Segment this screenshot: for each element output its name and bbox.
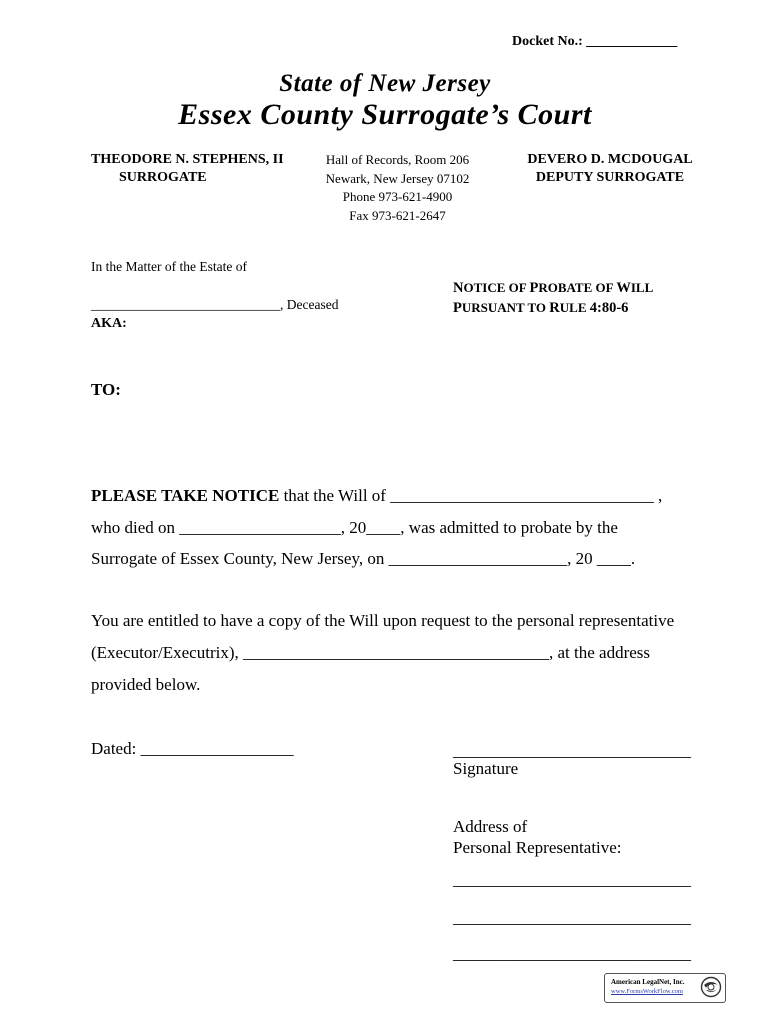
provided-below-text: provided below. xyxy=(91,675,201,694)
notice-title-line-1: NOTICE OF PROBATE OF WILL xyxy=(453,280,654,296)
surrogate-title: SURROGATE xyxy=(119,170,207,185)
phone-line: Phone 973-621-4900 xyxy=(342,189,453,204)
deputy-title: DEPUTY SURROGATE xyxy=(535,170,685,185)
court-title: Essex County Surrogate’s Court xyxy=(178,98,592,131)
address-of-rep-label xyxy=(453,816,622,858)
rep-address-line-3[interactable]: ____________________________ xyxy=(453,944,691,963)
deputy-block xyxy=(505,151,715,187)
deceased-line[interactable]: ____________________________, Deceased xyxy=(91,297,339,312)
rep-address-line-1[interactable]: ____________________________ xyxy=(453,870,691,889)
surrogate-name: THEODORE N. STEPHENS, II xyxy=(91,152,284,167)
notice-line-died-on[interactable]: who died on ___________________, 20____, was admitted to probate by the xyxy=(91,518,618,537)
court-address-block xyxy=(300,151,495,225)
globe-logo-icon xyxy=(700,976,722,998)
estate-label: In the Matter of the Estate of xyxy=(91,259,247,274)
address-label-line-2: Personal Representative: xyxy=(453,838,622,857)
rep-address-line-2[interactable]: ____________________________ xyxy=(453,908,691,927)
to-label: TO: xyxy=(91,380,121,399)
notice-line-will-of[interactable]: PLEASE TAKE NOTICE that the Will of _______________________________ , xyxy=(91,486,663,505)
copy-entitlement-text: You are entitled to have a copy of the Will upon request to the personal representative xyxy=(91,611,675,630)
state-title: State of New Jersey xyxy=(279,70,491,97)
notice-title-line-2: PURSUANT TO RULE 4:80-6 xyxy=(453,300,629,316)
fax-line: Fax 973-621-2647 xyxy=(349,207,446,223)
signature-label: Signature xyxy=(453,759,519,778)
notice-line-probate-date[interactable]: Surrogate of Essex County, New Jersey, on _____________________, 20 ____. xyxy=(91,549,636,568)
please-take-notice: PLEASE TAKE NOTICE xyxy=(91,486,280,505)
badge-url-link[interactable]: www.FormsWorkFlow.com xyxy=(611,988,683,995)
address-line: Hall of Records, Room 206 xyxy=(325,152,470,167)
address-line: Newark, New Jersey 07102 xyxy=(325,170,470,186)
notice-title xyxy=(453,278,653,318)
address-label-line-1: Address of xyxy=(453,817,528,836)
dated-field[interactable]: Dated: __________________ xyxy=(91,739,294,758)
signature-line[interactable]: ____________________________ xyxy=(453,741,691,760)
aka-label: AKA: xyxy=(91,316,127,331)
deputy-name: DEVERO D. MCDOUGAL xyxy=(527,152,693,167)
executor-line[interactable]: (Executor/Executrix), ____________________________________, at the address xyxy=(91,643,651,662)
surrogate-block xyxy=(91,151,284,187)
badge-company-name: American LegalNet, Inc. xyxy=(611,978,685,986)
legalnet-badge[interactable] xyxy=(604,973,726,1003)
docket-number: Docket No.: _____________ xyxy=(512,34,678,49)
